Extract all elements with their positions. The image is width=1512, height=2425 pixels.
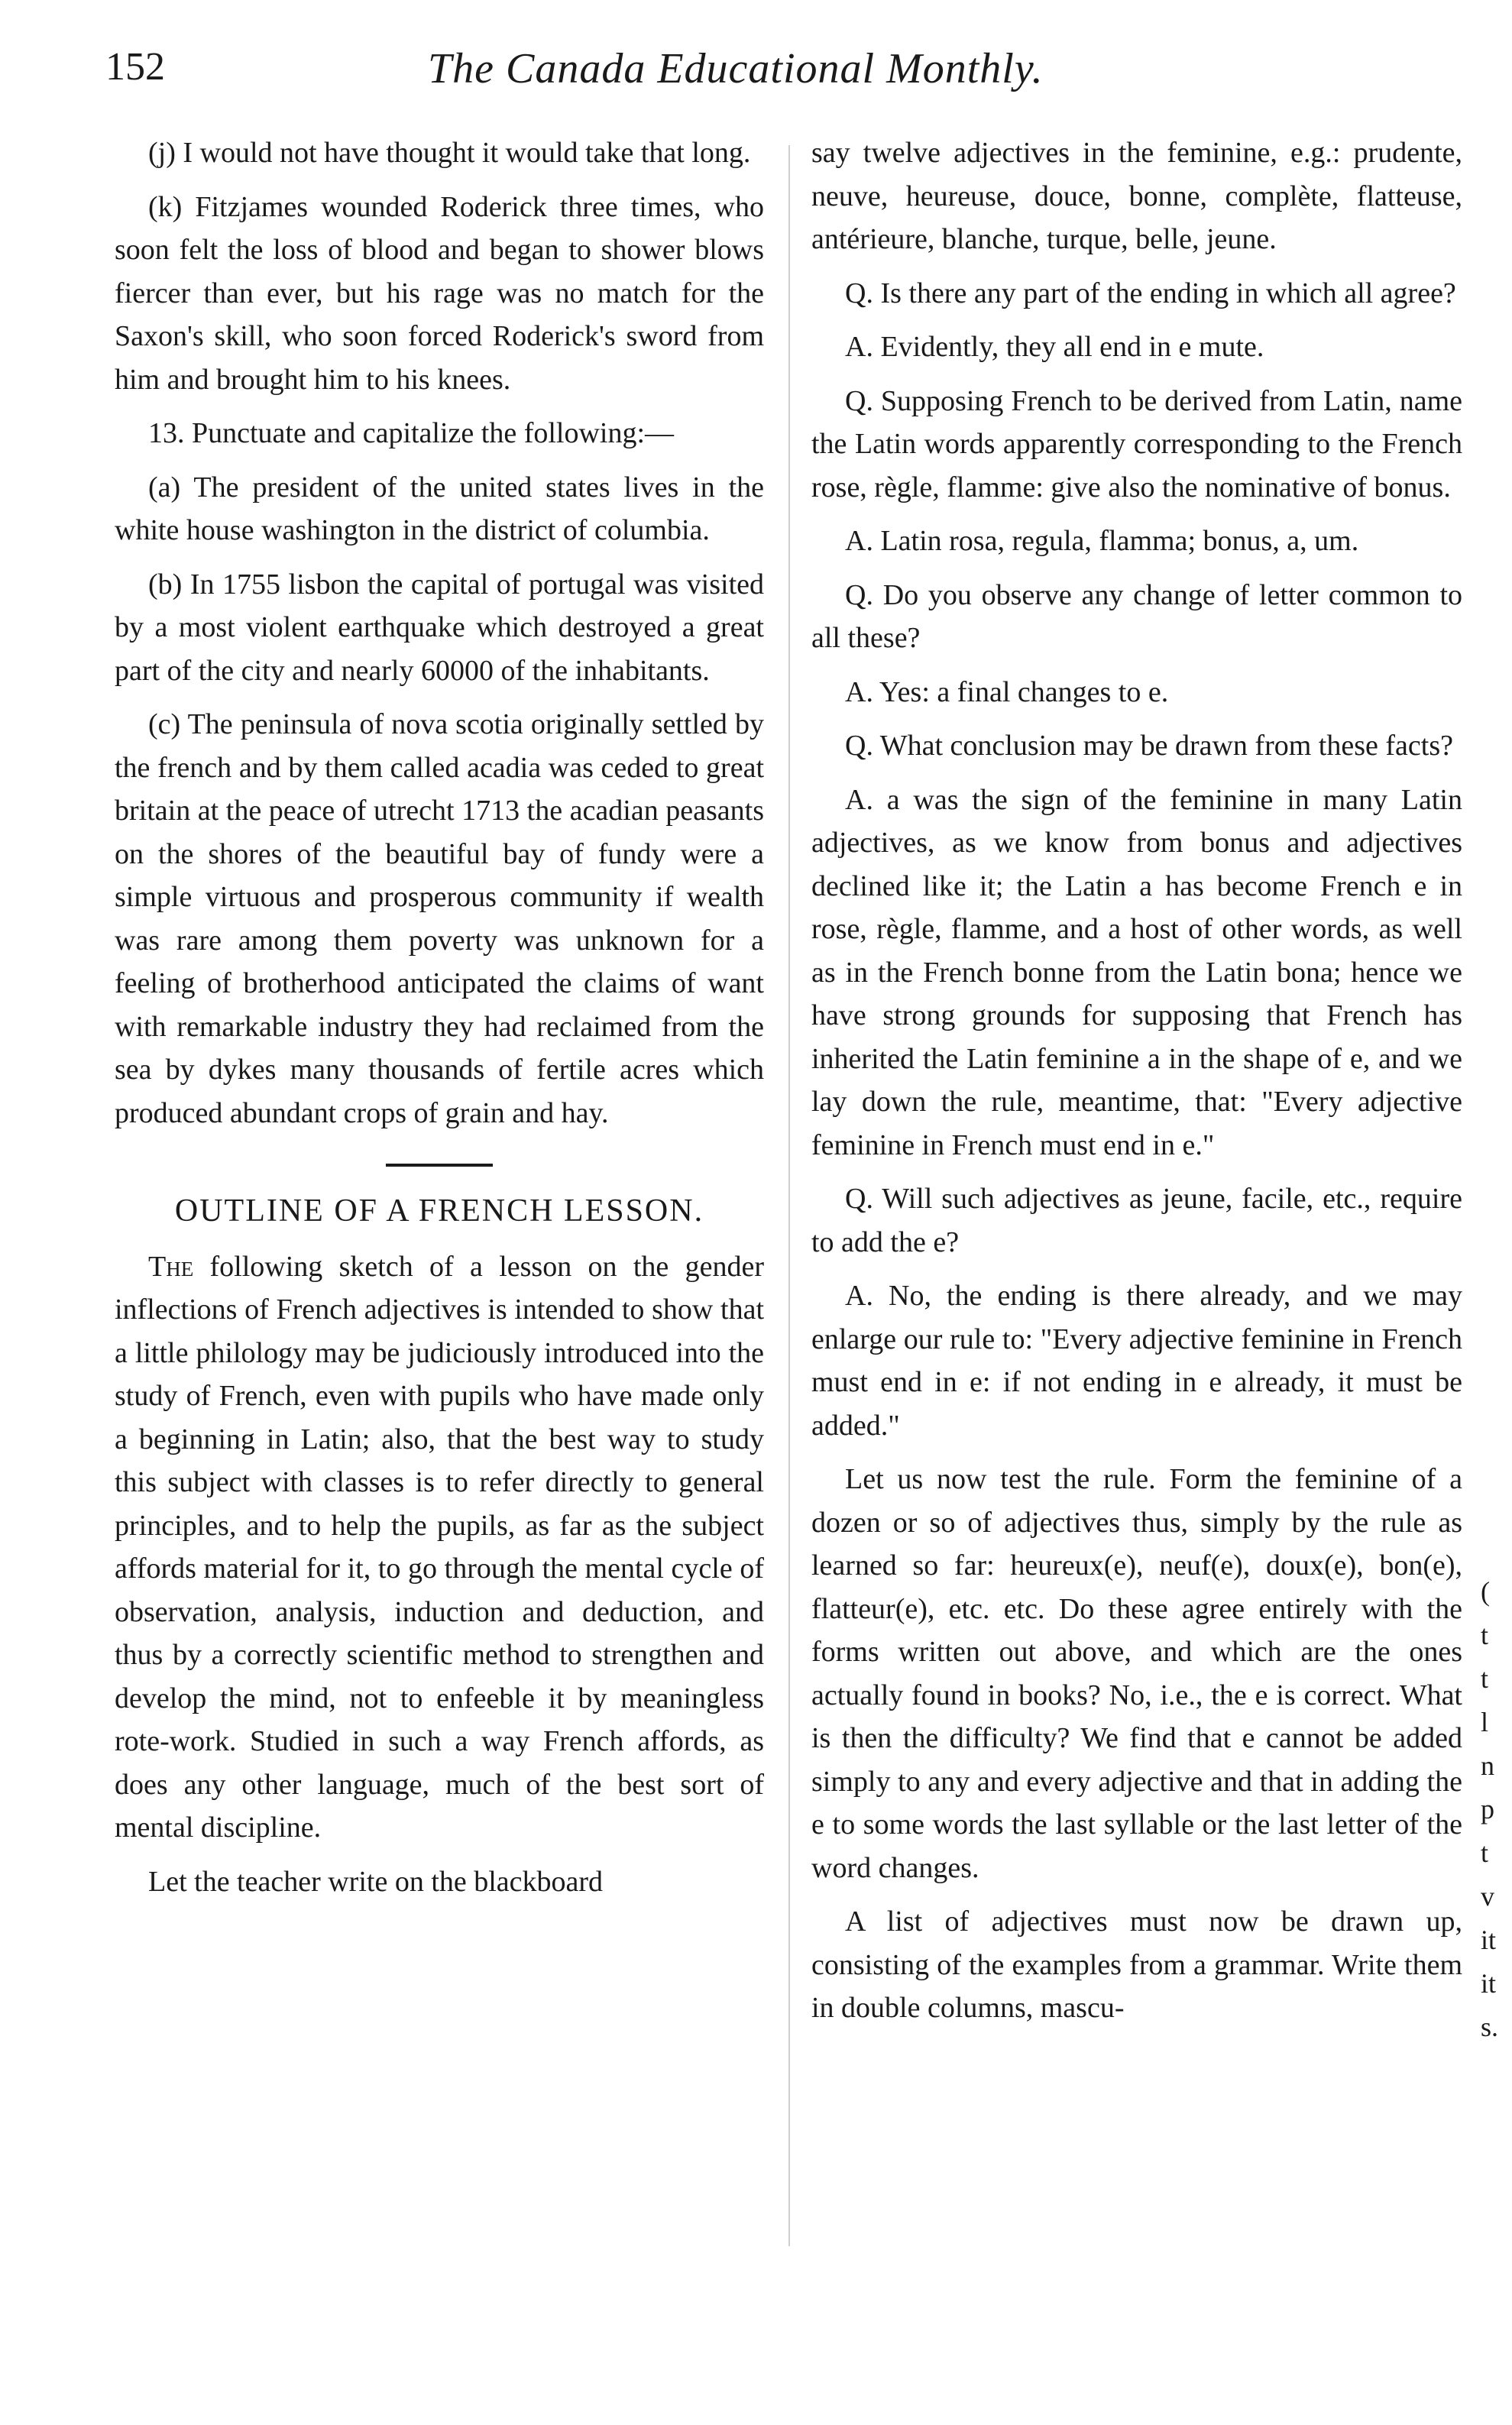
column-divider [788, 145, 790, 2246]
section-rule [386, 1164, 493, 1167]
answer-4: A. a was the sign of the feminine in many Latin adjectives, as we know from bonus and adjectives declined like it; the Latin a has become French e in rose, règle, flamme, and a host of other words, as well as in the French bonne from the Latin bona; hence we have strong grounds for supposing that French has inherited the Latin feminine a in the shape of e, and we lay down the rule, meantime, that: "Every adjective feminine in French must end in e." [811, 783, 1462, 1161]
question-4: Q. What conclusion may be drawn from these facts? [845, 730, 1453, 762]
margin-letter: p [1481, 1794, 1494, 1824]
paragraph-j: (j) I would not have thought it would take that long. [148, 137, 751, 169]
margin-letter: it [1481, 1925, 1497, 1955]
paragraph-test-rule: Let us now test the rule. Form the feminine of a dozen or so of adjectives thus, simply by the rule as learned so far: heureux(e), neuf(e), doux(e), bon(e), flatteur(e), etc. etc. Do these agree entirely with the forms written out above, and which are the ones actually found in books? No, i.e., the e is correct. What is then the difficulty? We find that e cannot be added simply to any and every adjective and that in adding the e to some words the last syllable or the last letter of the word changes. [811, 1463, 1462, 1884]
paragraph-feminine-list: say twelve adjectives in the feminine, e.g.: prudente, neuve, heureuse, douce, bonne, complète, flatteuse, antérieure, blanche, turque, belle, jeune. [811, 137, 1462, 255]
answer-1: A. Evidently, they all end in e mute. [845, 331, 1264, 363]
question-1: Q. Is there any part of the ending in which all agree? [845, 277, 1456, 309]
margin-letter: n [1481, 1750, 1494, 1781]
intro-lead-word: The [148, 1250, 194, 1283]
teacher-paragraph: Let the teacher write on the blackboard [148, 1865, 604, 1898]
margin-letter: ( [1481, 1576, 1490, 1607]
answer-2: A. Latin rosa, regula, flamma; bonus, a, um. [845, 525, 1359, 557]
left-column [115, 131, 764, 1914]
paragraph-b: (b) In 1755 lisbon the capital of portugal was visited by a most violent earthquake which destroyed a great part of the city and nearly 60000 of the inhabitants. [115, 568, 764, 687]
section-title: OUTLINE OF A FRENCH LESSON. [174, 1193, 704, 1229]
intro-paragraph [115, 1245, 764, 1850]
right-column [811, 131, 1462, 2041]
exercise-13: 13. Punctuate and capitalize the following:— [148, 417, 675, 449]
margin-letter: v [1481, 1881, 1494, 1912]
margin-letter: l [1481, 1707, 1489, 1737]
margin-letter: t [1481, 1837, 1489, 1868]
margin-letter: t [1481, 1663, 1489, 1694]
question-3: Q. Do you observe any change of letter common to all these? [811, 578, 1462, 654]
paragraph-c: (c) The peninsula of nova scotia originally settled by the french and by them called acadia was ceded to great britain at the peace of utrecht 1713 the acadian peasants on the shores of the beautiful bay of fundy were a simple virtuous and prosperous community if wealth was rare among them poverty was unknown for a feeling of brotherhood anticipated the claims of want with remarkable industry they had reclaimed from the sea by dykes many thousands of fertile acres which produced abundant crops of grain and hay. [115, 708, 764, 1129]
margin-letters [1481, 1570, 1504, 2049]
margin-letter: it [1481, 1968, 1497, 1999]
question-2: Q. Supposing French to be derived from Latin, name the Latin words apparently corresponding to the French rose, règle, flamme: give also the nominative of bonus. [811, 384, 1462, 503]
margin-letter: s. [1481, 2012, 1499, 2042]
intro-body: following sketch of a lesson on the gender inflections of French adjectives is intended to show that a little philology may be judiciously introduced into the study of French, even with pupils who have made only a beginning in Latin; also, that the best way to study this subject with classes is to refer directly to general principles, and to help the pupils, as far as the subject affords material for it, to go through the mental cycle of observation, analysis, induction and deduction, and thus by a correctly scientific method to strengthen and develop the mind, not to enfeeble it by meaningless rote-work. Studied in such a way French affords, as does any other language, much of the best sort of mental discipline. [115, 1250, 764, 1844]
page-number: 152 [105, 45, 165, 89]
paragraph-list: A list of adjectives must now be drawn up, consisting of the examples from a grammar. Write them in double columns, mascu- [811, 1905, 1462, 2024]
paragraph-a: (a) The president of the united states lives in the white house washington in the district of columbia. [115, 471, 764, 546]
answer-3: A. Yes: a final changes to e. [845, 675, 1169, 708]
margin-letter: t [1481, 1620, 1489, 1650]
running-head: The Canada Educational Monthly. [428, 45, 1044, 92]
answer-5: A. No, the ending is there already, and we may enlarge our rule to: "Every adjective feminine in French must end in e: if not ending in e already, it must be added." [811, 1280, 1462, 1442]
question-5: Q. Will such adjectives as jeune, facile, etc., require to add the e? [811, 1183, 1462, 1258]
paragraph-k: (k) Fitzjames wounded Roderick three times, who soon felt the loss of blood and began to shower blows fiercer than ever, but his rage was no match for the Saxon's skill, who soon forced Roderick's sword from him and brought him to his knees. [115, 190, 764, 396]
